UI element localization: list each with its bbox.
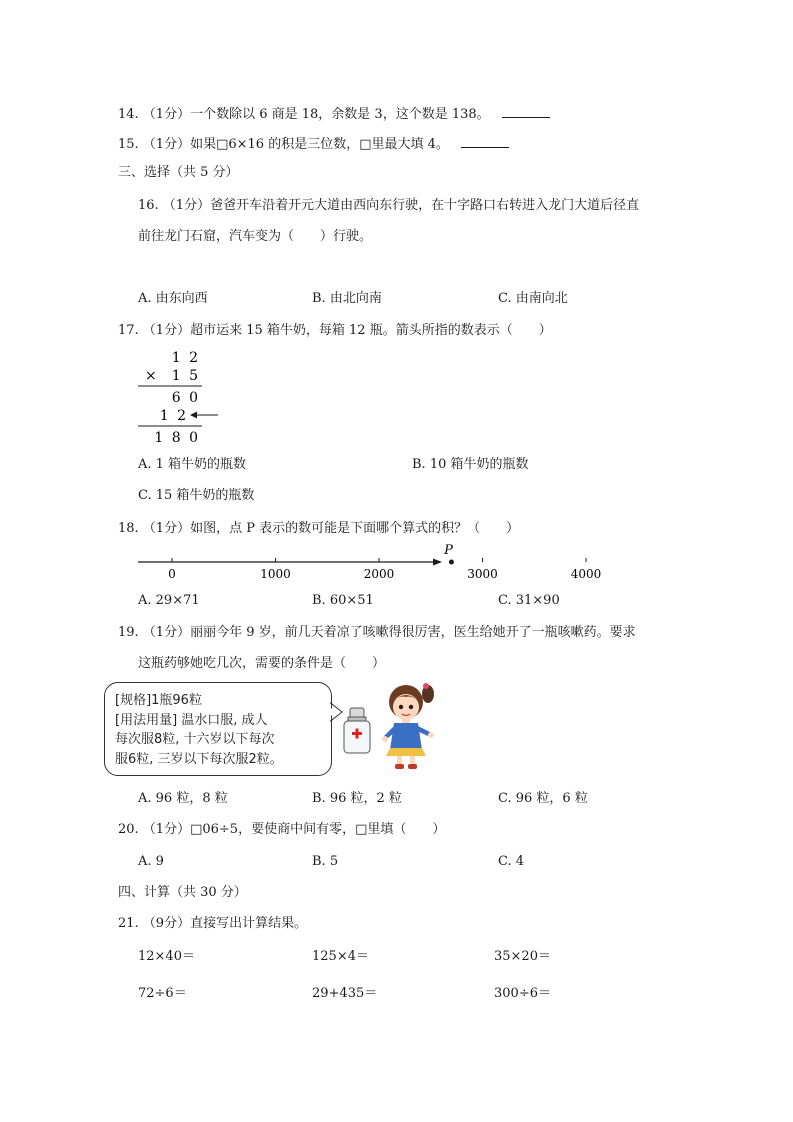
section-title-choice: 三、选择（共 5 分） — [118, 165, 239, 180]
q17-option-b[interactable]: B. 10 箱牛奶的瓶数 — [412, 457, 529, 472]
q17-option-c[interactable]: C. 15 箱牛奶的瓶数 — [138, 488, 255, 503]
q19-option-b[interactable]: B. 96 粒，2 粒 — [312, 791, 402, 806]
question-20: 20. （1分）□06÷5，要使商中间有零，□里填（ ） — [118, 822, 446, 837]
arrow-left-icon — [190, 412, 197, 419]
answer-blank-14[interactable] — [502, 104, 550, 118]
question-15-text: 15. （1分）如果□6×16 的积是三位数，□里最大填 4。 — [118, 137, 449, 152]
question-19-line1: 19. （1分）丽丽今年 9 岁，前几天着凉了咳嗽得很厉害，医生给她开了一瓶咳嗽药。要求 — [118, 625, 636, 640]
q16-option-c[interactable]: C. 由南向北 — [498, 291, 568, 306]
bubble-line-3: 每次服8粒, 十六岁以下每次 — [115, 732, 275, 747]
arrow-right-icon — [433, 559, 442, 566]
calc-item[interactable]: 35×20＝ — [494, 949, 551, 964]
girl-illustration — [378, 680, 436, 772]
bubble-line-4: 服6粒, 三岁以下每次服2粒。 — [115, 751, 283, 767]
calc-item[interactable]: 12×40＝ — [138, 949, 195, 964]
answer-blank-15[interactable] — [461, 134, 509, 148]
section-title-calculation: 四、计算（共 30 分） — [118, 885, 247, 900]
question-19-line2: 这瓶药够她吃几次，需要的条件是（ ） — [138, 656, 386, 671]
q19-option-a[interactable]: A. 96 粒，8 粒 — [138, 791, 228, 806]
question-14-text: 14. （1分）一个数除以 6 商是 18，余数是 3，这个数是 138。 — [118, 107, 490, 122]
bubble-line-2: [用法用量] 温水口服, 成人 — [115, 712, 268, 728]
q20-option-a[interactable]: A. 9 — [138, 854, 164, 869]
q17-option-a[interactable]: A. 1 箱牛奶的瓶数 — [138, 457, 247, 472]
q20-option-b[interactable]: B. 5 — [312, 854, 339, 869]
question-21: 21. （9分）直接写出计算结果。 — [118, 916, 308, 931]
q20-option-c[interactable]: C. 4 — [498, 854, 525, 869]
question-18: 18. （1分）如图，点 P 表示的数可能是下面哪个算式的积？（ ） — [118, 521, 520, 536]
q18-option-a[interactable]: A. 29×71 — [138, 593, 200, 608]
bubble-text — [115, 691, 283, 769]
calc-row-12-shifted: 1 2 — [159, 408, 188, 424]
calc-item[interactable]: 29+435＝ — [312, 986, 378, 1001]
number-line-tick-label: 4000 — [570, 567, 602, 581]
calc-row-60: 6 0 — [171, 390, 200, 406]
number-line-tick-label: 3000 — [467, 567, 498, 581]
number-line-tick-label: 2000 — [363, 567, 395, 581]
question-14 — [118, 104, 550, 124]
speech-bubble — [104, 682, 332, 776]
question-17: 17. （1分）超市运来 15 箱牛奶，每箱 12 瓶。箭头所指的数表示（ ） — [118, 323, 552, 338]
question-16-line1: 16. （1分）爸爸开车沿着开元大道由西向东行驶，在十字路口右转进入龙门大道后径直 — [138, 198, 640, 213]
calc-item[interactable]: 300÷6＝ — [494, 986, 551, 1001]
medicine-bottle-icon — [340, 706, 376, 756]
q16-option-b[interactable]: B. 由北向南 — [312, 291, 382, 306]
calc-item[interactable]: 125×4＝ — [312, 949, 369, 964]
point-p-label: P — [444, 543, 453, 558]
question-15 — [118, 134, 509, 154]
calc-row-12: 1 2 — [171, 350, 200, 366]
number-line-tick-label: 0 — [168, 567, 176, 581]
q18-option-c[interactable]: C. 31×90 — [498, 593, 560, 608]
calc-row-180: 1 8 0 — [154, 430, 200, 446]
question-16-line2: 前往龙门石窟，汽车变为（ ）行驶。 — [138, 229, 373, 244]
point-p-dot — [449, 560, 454, 565]
number-line-tick-label: 1000 — [260, 567, 291, 581]
vertical-multiplication — [130, 346, 230, 450]
q19-option-c[interactable]: C. 96 粒，6 粒 — [498, 791, 588, 806]
number-line — [136, 540, 602, 586]
calc-item[interactable]: 72÷6＝ — [138, 986, 187, 1001]
calc-times-sign: × — [145, 368, 157, 384]
q16-option-a[interactable]: A. 由东向西 — [138, 291, 208, 306]
q18-option-b[interactable]: B. 60×51 — [312, 593, 374, 608]
calc-row-15: 1 5 — [171, 368, 200, 384]
bubble-line-1: [规格]1瓶96粒 — [115, 693, 202, 708]
